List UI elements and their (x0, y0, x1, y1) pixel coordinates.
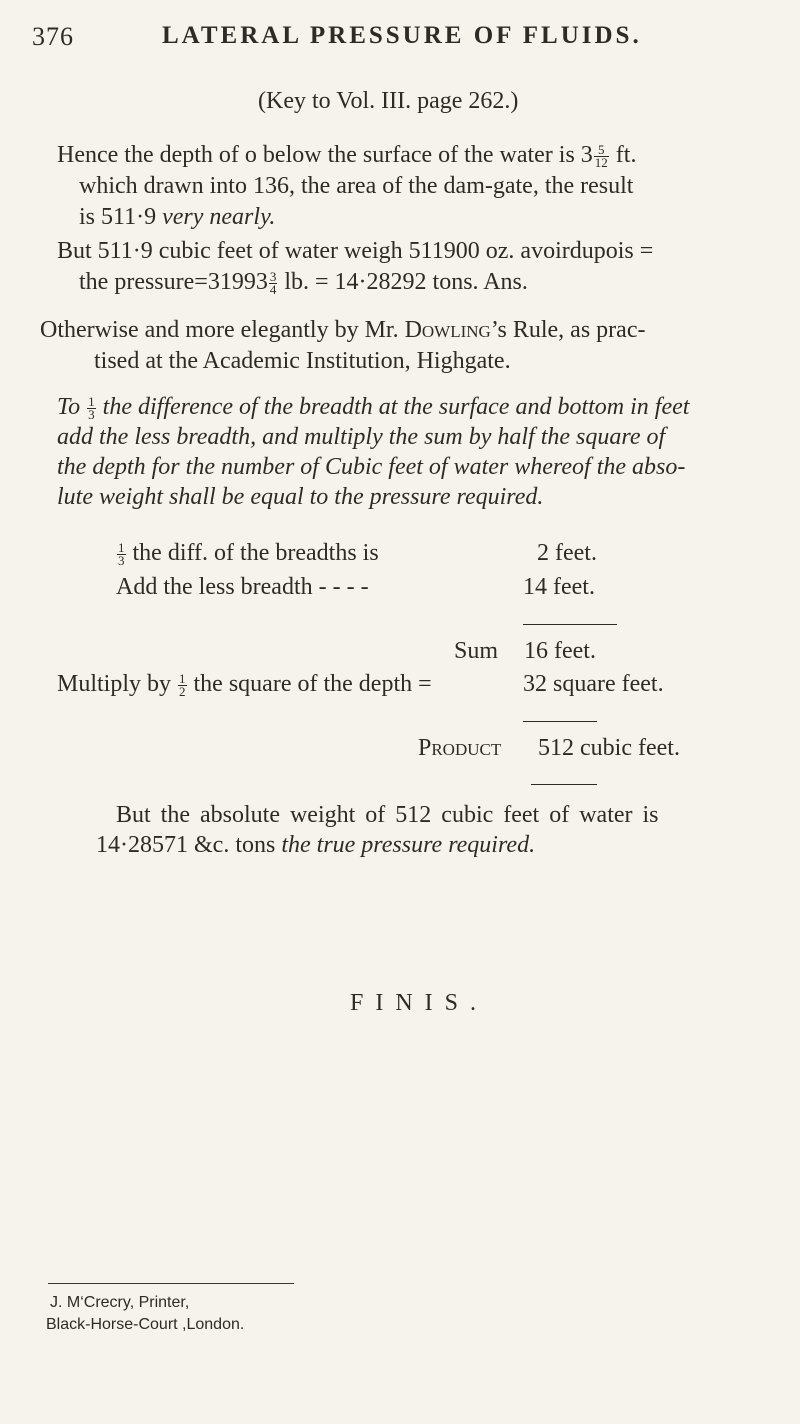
finis: FINIS. (350, 990, 489, 1016)
calc-row-multiply (57, 671, 432, 698)
fraction: $\frac{3}{4}$ (269, 268, 277, 297)
imprint-rule (48, 1283, 294, 1284)
text-segment: To (57, 394, 87, 420)
text-segment: lb. = 14·28292 tons. Ans. (278, 269, 528, 295)
text-segment: Hence the depth of o below the surface of the water is 3 (57, 142, 593, 168)
key-reference: (Key to Vol. III. page 262.) (258, 88, 519, 114)
calc-value: 14 feet. (523, 574, 595, 600)
page-number: 376 (32, 22, 74, 51)
calc-value: 2 feet. (537, 540, 597, 566)
paragraph-dowling (40, 315, 645, 377)
sum-rule (523, 624, 617, 625)
text-segment: ft. (609, 142, 637, 168)
paragraph-depth (57, 140, 636, 233)
product-label: Product (418, 735, 502, 761)
author-name: Dowling (404, 317, 491, 343)
text-line: the depth for the number of Cubic feet of water whereof the abso- (57, 454, 686, 480)
text-line: But 511·9 cubic feet of water weigh 511900 oz. avoirdupois = (57, 238, 654, 264)
fraction: $\frac{1}{3}$ (88, 393, 95, 422)
imprint-printer: J. M‘Crecry, Printer, (50, 1294, 190, 1311)
italic-text: very nearly. (162, 204, 276, 230)
product-rule (523, 721, 597, 722)
text-segment: the pressure=31993 (79, 269, 268, 295)
running-head: LATERAL PRESSURE OF FLUIDS. (162, 22, 642, 49)
sum-value: 16 feet. (524, 638, 596, 664)
conclusion-paragraph (96, 800, 659, 860)
text-line: add the less breadth, and multiply the sum by half the square of (57, 424, 666, 450)
imprint-address: Black-Horse-Court ,London. (46, 1316, 245, 1333)
fraction: $\frac{5}{12}$ (594, 141, 608, 170)
calc-label: the diff. of the breadths is (126, 540, 379, 566)
calc-row-less-breadth: Add the less breadth - - - - (116, 574, 369, 600)
final-rule (531, 784, 597, 785)
calc-row-difference (116, 540, 379, 567)
sum-label: Sum (454, 638, 499, 664)
text-segment: ’s Rule, as prac- (490, 317, 646, 343)
text-line: But the absolute weight of 512 cubic feet of water is (116, 802, 659, 828)
rule-paragraph (57, 392, 689, 512)
text-segment: 14·28571 &c. tons (96, 832, 282, 858)
fraction: $\frac{1}{3}$ (118, 539, 125, 568)
text-line: tised at the Academic Institution, Highgate. (94, 348, 511, 374)
calc-label: Multiply by (57, 671, 178, 697)
paragraph-weight (57, 236, 653, 298)
calc-value: 32 square feet. (523, 671, 664, 697)
text-line: which drawn into 136, the area of the dam-gate, the result (79, 173, 634, 199)
text-line: lute weight shall be equal to the pressure required. (57, 484, 544, 510)
text-segment: Otherwise and more elegantly by Mr. (40, 317, 405, 343)
text-segment: is 511·9 (79, 204, 163, 230)
text-segment: the difference of the breadth at the surface and bottom in feet (96, 394, 690, 420)
italic-text: the true pressure required. (281, 832, 536, 858)
calc-label: the square of the depth = (187, 671, 432, 697)
product-value: 512 cubic feet. (538, 735, 680, 761)
fraction: $\frac{1}{2}$ (179, 670, 186, 699)
